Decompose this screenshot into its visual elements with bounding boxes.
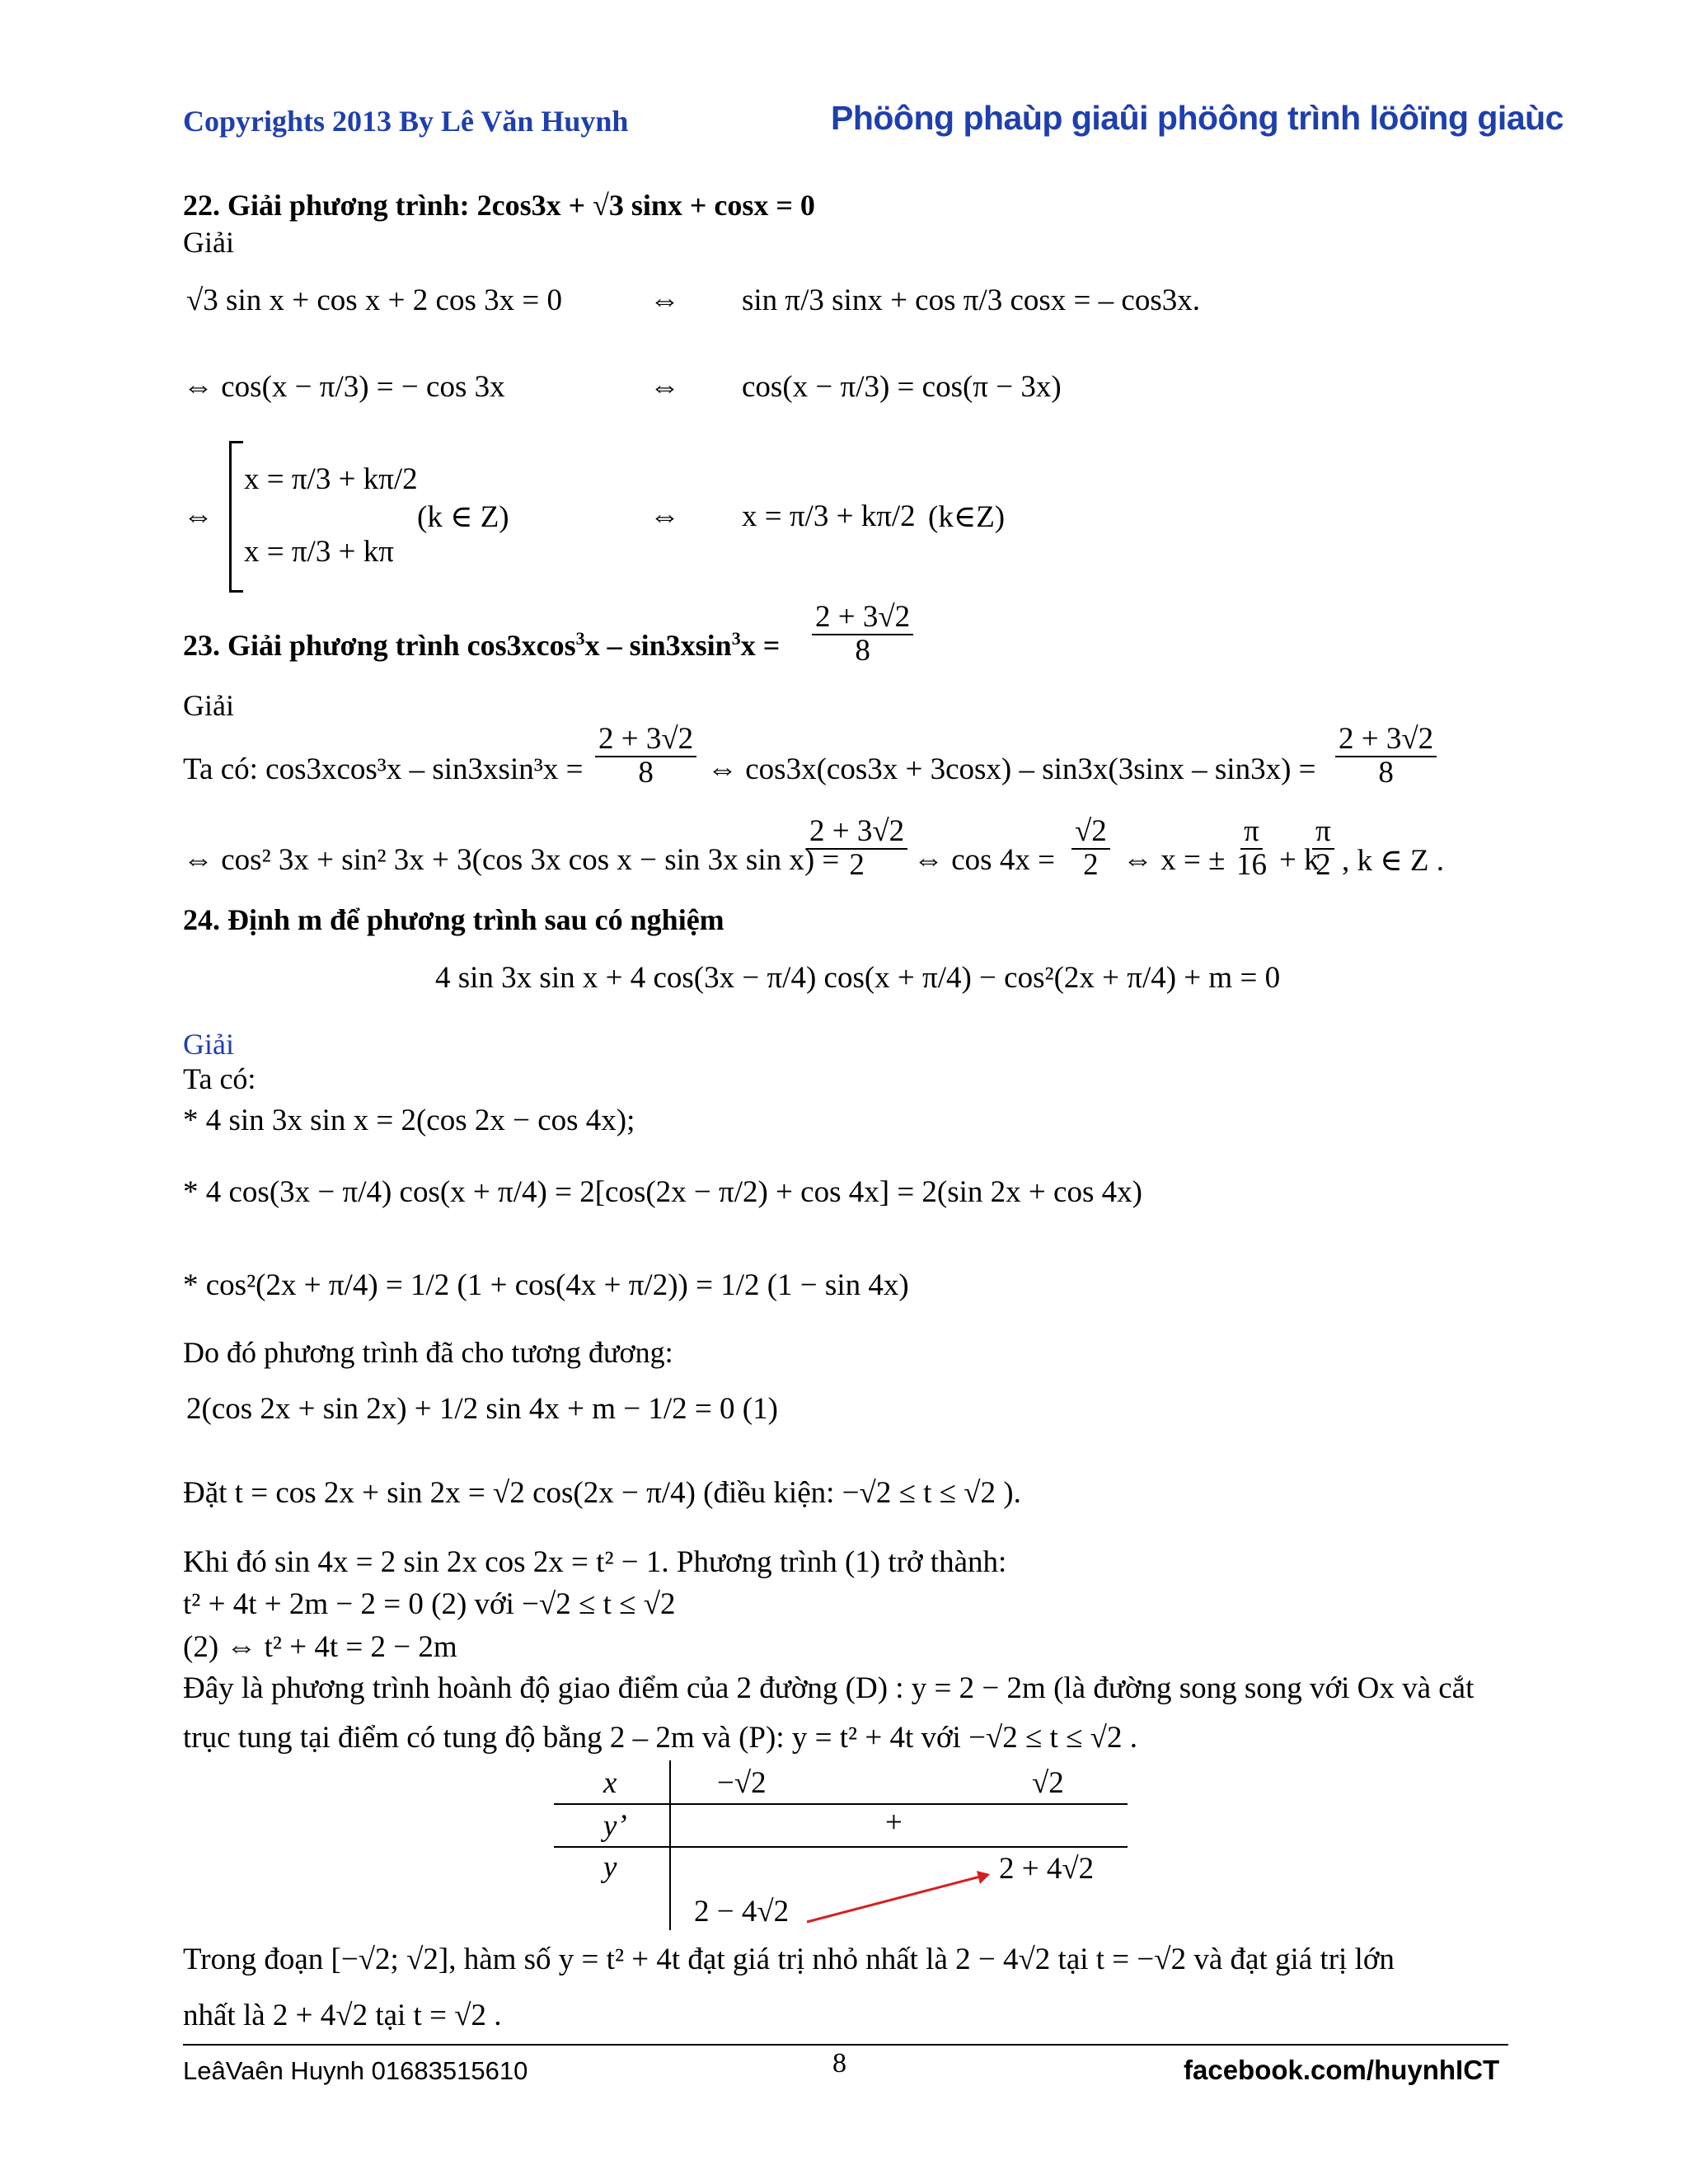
p22-equiv-4: ⇔	[649, 499, 680, 533]
vt-hline-2	[554, 1846, 1128, 1848]
p23-line1-frac2: $\frac{2 + 3√2}{8}$	[1335, 724, 1437, 790]
p24-trong: Trong đoạn [−√2; √2], hàm số y = t² + 4t đạt giá trị nhỏ nhất là 2 − 4√2 tại t = −√2 và đạt giá trị lớn	[183, 1943, 1395, 1976]
p22-equiv-3: ⇔	[183, 499, 213, 533]
p22-case-2: x = π/3 + kπ	[244, 535, 394, 569]
p24-giai: Giải	[183, 1028, 234, 1061]
p24-eq2b: (2) ⇔ t² + 4t = 2 − 2m	[183, 1630, 457, 1664]
p24-step3: * cos²(2x + π/4) = 1/2 (1 + cos(4x + π/2)) = 1/2 (1 − sin 4x)	[183, 1268, 909, 1302]
p24-nhat: nhất là 2 + 4√2 tại t = √2 .	[183, 1999, 502, 2032]
vt-hline-1	[554, 1803, 1128, 1805]
p24-taco: Ta có:	[183, 1062, 256, 1095]
p23-line2-frac: $\frac{2 + 3√2}{2}$	[806, 816, 907, 882]
header-copyright: Copyrights 2013 By Lê Văn Huynh	[183, 105, 629, 138]
footer-facebook: facebook.com/huynhICT	[1184, 2055, 1500, 2085]
page-number: 8	[832, 2048, 846, 2079]
header-title: Phöông phaùp giaûi phöông trình löôïng giaùc	[831, 99, 1564, 137]
p24-equation: 4 sin 3x sin x + 4 cos(3x − π/4) cos(x + π/4) − cos²(2x + π/4) + m = 0	[435, 961, 1281, 995]
p22-line1-left: √3 sin x + cos x + 2 cos 3x = 0	[186, 284, 562, 317]
vt-x-label: x	[603, 1766, 617, 1800]
p22-cond: (k ∈ Z)	[417, 500, 509, 534]
p22-line1-right: sin π/3 sinx + cos π/3 cosx = – cos3x.	[742, 284, 1200, 317]
p22-line3-cond: (k∈Z)	[928, 500, 1006, 534]
vt-y-label: y	[603, 1850, 617, 1884]
p23-line2-plusk: + k	[1279, 843, 1320, 877]
vt-y-high: 2 + 4√2	[999, 1852, 1095, 1886]
p24-truc: trục tung tại điểm có tung độ bằng 2 – 2m và (P): y = t² + 4t với −√2 ≤ t ≤ √2 .	[183, 1721, 1137, 1755]
p23-line2-a: ⇔ cos² 3x + sin² 3x + 3(cos 3x cos x − sin 3x sin x) =	[183, 843, 840, 877]
p24-eq1: 2(cos 2x + sin 2x) + 1/2 sin 4x + m − 1/2 = 0 (1)	[186, 1392, 778, 1426]
vt-sign: +	[885, 1806, 903, 1840]
p22-case-bracket	[229, 441, 243, 593]
p22-line2-left: ⇔ cos(x − π/3) = − cos 3x	[183, 370, 505, 404]
p22-line2-right: cos(x − π/3) = cos(π − 3x)	[742, 370, 1062, 404]
vt-y-low: 2 − 4√2	[694, 1895, 790, 1929]
p23-line2-frac-pi16: $\frac{\pi}{16}$	[1236, 814, 1267, 882]
vt-vline	[669, 1760, 671, 1930]
p24-step1: * 4 sin 3x sin x = 2(cos 2x − cos 4x);	[183, 1104, 635, 1137]
p24-do-do: Do đó phương trình đã cho tương đương:	[183, 1336, 673, 1369]
p23-line1-a: Ta có: cos3xcos³x – sin3xsin³x =	[183, 752, 584, 786]
vt-yp-label: y’	[603, 1809, 627, 1843]
vt-x-right: √2	[1032, 1766, 1064, 1800]
p23-line1-frac1: $\frac{2 + 3√2}{8}$	[595, 724, 696, 790]
p23-line2-b: ⇔ cos 4x =	[913, 843, 1055, 877]
p24-dat: Đặt t = cos 2x + sin 2x = √2 cos(2x − π/4) (điều kiện: −√2 ≤ t ≤ √2 ).	[183, 1476, 1021, 1510]
p24-khi-do: Khi đó sin 4x = 2 sin 2x cos 2x = t² − 1. Phương trình (1) trở thành:	[183, 1545, 1007, 1579]
footer-divider	[183, 2044, 1508, 2046]
p24-day-la: Đây là phương trình hoành độ giao điểm của 2 đường (D) : y = 2 − 2m (là đường song song với Ox và cắt	[183, 1671, 1475, 1705]
p23-line2-c: ⇔ x = ±	[1123, 843, 1226, 877]
p22-giai: Giải	[183, 226, 234, 259]
vt-x-left: −√2	[717, 1766, 767, 1800]
p22-line3-right: x = π/3 + kπ/2	[742, 499, 916, 533]
p24-step2: * 4 cos(3x − π/4) cos(x + π/4) = 2[cos(2x − π/2) + cos 4x] = 2(sin 2x + cos 4x)	[183, 1175, 1142, 1209]
p23-line2-frac-pi2: $\frac{\pi}{2}$	[1312, 816, 1334, 882]
footer-author: LeâVaên Huynh 01683515610	[183, 2056, 528, 2085]
p23-giai: Giải	[183, 689, 234, 722]
p23-line2-frac-sqrt2: $\frac{√2}{2}$	[1071, 816, 1110, 882]
p22-equiv-1: ⇔	[649, 284, 680, 317]
p23-title-rhs: $\frac{2 + 3√2}{8}$	[812, 602, 913, 668]
p24-title: 24. Định m để phương trình sau có nghiệm	[183, 903, 724, 936]
p24-eq2: t² + 4t + 2m − 2 = 0 (2) với −√2 ≤ t ≤ √2	[183, 1587, 676, 1621]
p23-title: 23. Giải phương trình cos3xcos$^3$x – sin3xsin$^3$x =	[183, 628, 781, 662]
p22-case-1: x = π/3 + kπ/2	[244, 462, 418, 496]
vt-increase-arrow	[804, 1868, 995, 1927]
p22-equiv-2: ⇔	[649, 370, 680, 404]
p23-line2-d: , k ∈ Z .	[1342, 844, 1444, 878]
p23-line1-b: ⇔ cos3x(cos3x + 3cosx) – sin3x(3sinx – sin3x) =	[707, 752, 1316, 786]
p22-title: 22. Giải phương trình: 2cos3x + √3 sinx + cosx = 0	[183, 189, 815, 222]
